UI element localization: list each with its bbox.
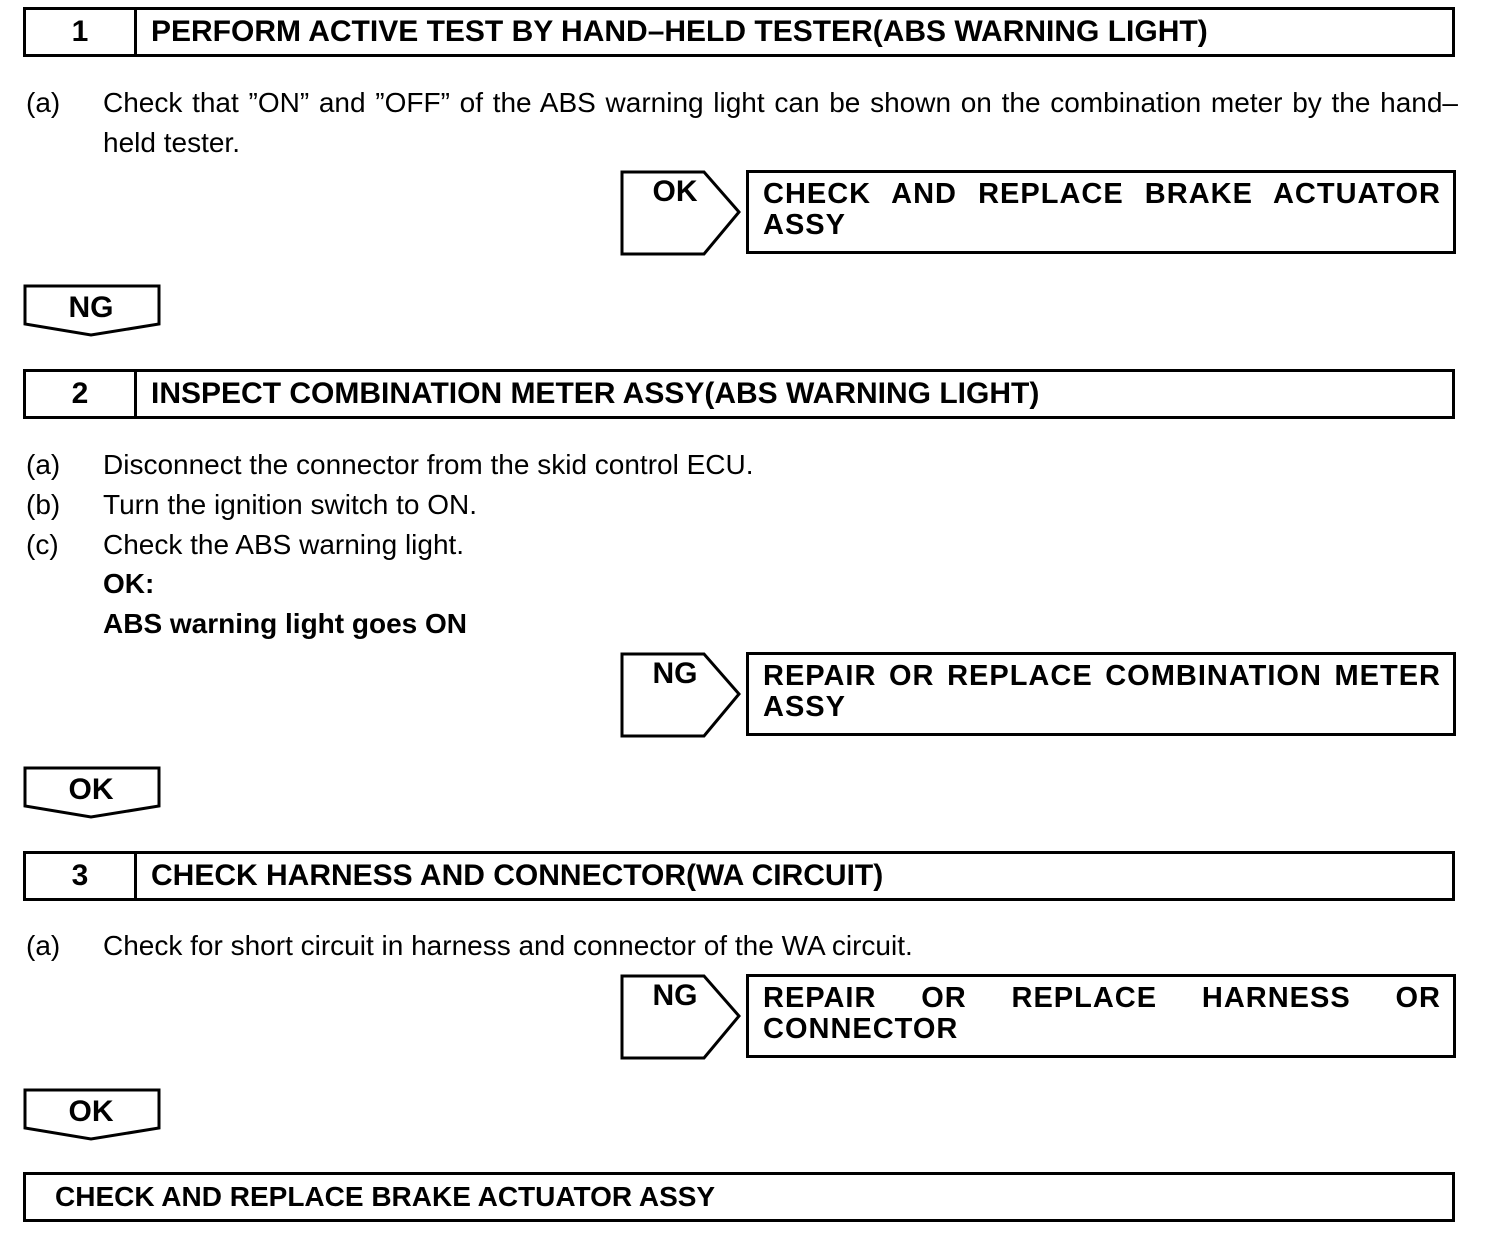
step-1-ok-branch [620,170,1460,256]
step-2-header [23,369,1455,419]
result-text: ABS warning light goes ON [103,608,468,639]
branch-action: CHECK AND REPLACE BRAKE ACTUATOR ASSY [746,170,1456,254]
step-3-continue-arrow [23,1088,163,1142]
continue-label: NG [68,291,114,324]
step-number: 2 [26,372,137,416]
step-1-header [23,7,1455,57]
step-title: INSPECT COMBINATION METER ASSY(ABS WARNING LIGHT) [151,377,1040,410]
step-title: PERFORM ACTIVE TEST BY HAND–HELD TESTER(ABS WARNING LIGHT) [151,15,1208,48]
item-marker: (b) [26,489,61,520]
step-number: 1 [26,10,137,54]
instruction-text: Turn the ignition switch to ON. [103,489,478,520]
step-3-header [23,851,1455,901]
continue-label: OK [68,773,114,806]
result-label: OK: [103,568,155,599]
step-2-ng-branch [620,652,1460,738]
step-1-continue-arrow [23,284,163,338]
branch-action: REPAIR OR REPLACE HARNESS OR CONNECTOR [746,974,1456,1058]
step-title: CHECK HARNESS AND CONNECTOR(WA CIRCUIT) [151,859,884,892]
item-marker: (a) [26,449,61,480]
step-number: 3 [26,854,137,898]
instruction-text: Check the ABS warning light. [103,529,465,560]
item-marker: (a) [26,930,61,961]
instruction-text: Check for short circuit in harness and connector of the WA circuit. [103,930,913,961]
branch-label: NG [652,979,698,1012]
final-action: CHECK AND REPLACE BRAKE ACTUATOR ASSY [23,1172,1455,1222]
step-3-ng-branch [620,974,1460,1060]
branch-label: OK [652,175,698,208]
branch-label: NG [652,657,698,690]
continue-label: OK [68,1095,114,1128]
item-marker: (c) [26,529,59,560]
step-2-continue-arrow [23,766,163,820]
item-marker: (a) [26,87,61,118]
instruction-text: Disconnect the connector from the skid control ECU. [103,449,754,480]
instruction-text: Check that ”ON” and ”OFF” of the ABS warning light can be shown on the combination meter by the hand–held tester. [103,87,1458,158]
branch-action: REPAIR OR REPLACE COMBINATION METER ASSY [746,652,1456,736]
